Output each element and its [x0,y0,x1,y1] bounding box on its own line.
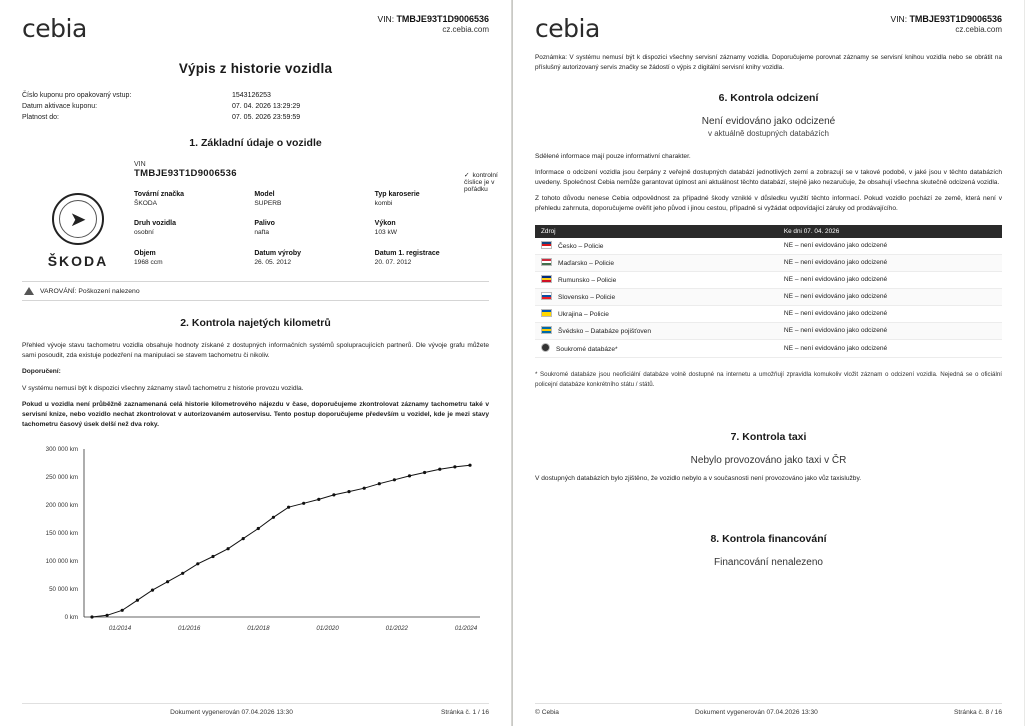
sk-flag-icon [541,292,552,300]
source-label: Česko – Policie [558,243,604,251]
section-7-status: Nebylo provozováno jako taxi v ČR [690,455,847,467]
section-8-status: Financování nenalezeno [714,556,823,568]
spec-label: Datum výroby [254,249,302,257]
source-label: Soukromé databáze* [556,346,618,354]
footer-page-number: Stránka č. 1 / 16 [440,709,489,716]
cz-flag-icon [541,241,552,249]
vin-header-block [378,14,489,35]
source-label: Slovensko – Policie [558,294,616,302]
svg-text:150 000 km: 150 000 km [45,529,78,537]
spec-value: SUPERB [254,200,282,207]
spec-label: Palivo [254,220,275,228]
vin-header-line [378,14,489,25]
section-6-status: Není evidováno jako odcizené [701,115,836,127]
vin-header-line [891,14,1002,25]
svg-text:01/2022: 01/2022 [385,624,408,632]
table-head [535,225,1002,238]
footer-generated: Dokument vygenerován 07.04.2026 13:30 [170,709,293,716]
table-body [535,238,1002,358]
svg-text:01/2024: 01/2024 [454,624,478,632]
mileage-paragraph-3: Pokud u vozidla není průběžně zaznamenaná celá historie kilometrového nájezdu v čase, doporučujeme zkontrolovat záznamy tachometru také v servisní knize, nebo vozidlo nechat zkontrolovat v autorizovaném autoservisu. Tento postup doporučujeme především u vozidel, kde je mezi stavy tachometru časový úsek delší než dva roky. [22,400,489,429]
table-row [535,254,1002,271]
theft-paragraph-1: Sdělené informace mají pouze informativní charakter. [535,152,691,160]
coupon-value: 07. 05. 2026 23:59:59 [232,114,301,121]
spec-value: nafta [254,229,269,237]
ua-flag-icon [541,309,552,317]
spec-label: Tovární značka [134,191,185,198]
spec-item [254,220,368,239]
hu-flag-icon [541,258,552,266]
theft-sources-table [535,225,1002,358]
coupon-row [22,103,489,110]
service-records-note: Poznámka: V systému nemusí být k dispozici všechny servisní záznamy vozidla. Doporučujeme porovnat záznamy se servisní knihou vozidla nebo se obrátit na příslušný autorizovaný servis značky se žádostí o výpis z digitální servisní knihy vozidla. [535,54,1002,72]
svg-text:100 000 km: 100 000 km [45,557,78,565]
mileage-recommendation-label: Doporučení: [22,368,61,376]
spec-item [254,191,368,210]
spec-item [254,250,368,269]
spec-item [134,250,248,269]
coupon-row [22,92,489,99]
check-icon: ✓ [464,172,470,179]
skoda-arrow-icon: ➤ [59,200,97,238]
spacer [535,389,1002,415]
result-cell: NE – není evidováno jako odcizené [778,339,1002,357]
cebia-logo: cebia [22,14,87,43]
page-1-footer [22,703,489,716]
svg-text:200 000 km: 200 000 km [45,501,78,509]
svg-text:01/2018: 01/2018 [247,624,270,632]
vehicle-details [22,187,489,269]
coupon-value: 07. 04. 2026 13:29:29 [232,103,301,110]
theft-paragraph-2: Informace o odcizení vozidla jsou čerpány z veřejně dostupných databází jednotlivých zemí a zobrazují se v takové podobě, v jaké jsou v těchto databázích uvedeny. Společnost Cebia nemůže garantovat úplnost ani aktuálnost těchto databází, stejně jako nezaručuje, že obsahují všechna skutečně odcizená vozidla. [535,168,1002,186]
section-6-title: 6. Kontrola odcizení [718,91,819,104]
source-cell [535,254,778,271]
mileage-chart [22,441,489,641]
spec-item [375,191,489,210]
footer-copyright: © Cebia [535,709,559,716]
table-row [535,238,1002,255]
source-cell [535,322,778,339]
skoda-logo-icon [52,193,104,245]
vin-value: TMBJE93T1D9006536 [909,14,1002,24]
cebia-logo: cebia [535,14,600,43]
svg-text:01/2020: 01/2020 [316,624,339,632]
vin-value: TMBJE93T1D9006536 [396,14,489,24]
spec-value: ŠKODA [134,200,158,207]
table-header-row [535,225,1002,238]
source-label: Rumunsko – Policie [558,277,617,285]
page-1 [0,0,512,726]
footer-page-number: Stránka č. 8 / 16 [953,709,1002,716]
spec-value: osobní [134,229,154,237]
brand-column [22,187,134,269]
damage-warning [22,281,489,301]
spec-label: Objem [134,249,156,257]
col-result: Ke dni 07. 04. 2026 [778,225,1002,238]
spec-label: Typ karoserie [374,191,420,198]
spec-label: Druh vozidla [134,220,177,228]
se-flag-icon [541,326,552,334]
svg-text:0 km: 0 km [64,613,78,621]
spec-label: Model [254,191,275,198]
vin-field-label: VIN [134,161,146,168]
ro-flag-icon [541,275,552,283]
source-label: Švédsko – Databáze pojišťoven [558,328,652,336]
page-title: Výpis z historie vozidla [178,61,333,76]
spec-item [375,250,489,269]
table-row [535,288,1002,305]
warning-text: VAROVÁNÍ: Poškození nalezeno [40,287,140,295]
section-1-title: 1. Základní údaje o vozidle [189,137,322,149]
footer-generated: Dokument vygenerován 07.04.2026 13:30 [695,709,818,716]
cebia-site: cz.cebia.com [442,25,489,35]
private-db-icon [541,343,550,352]
cebia-site: cz.cebia.com [955,25,1002,35]
theft-paragraph-3: Z tohoto důvodu nenese Cebia odpovědnost za případné škody vzniklé v důsledku využití těchto informací. Pokud vozidlo pochází ze země, která není v přehledu zahrnuta, doporučujeme ověřit jeho původ i jinou cestou, případně si vyžádat odpovídající záruky od prodávajícího. [535,195,1002,213]
spec-value: kombi [374,200,393,207]
source-label: Ukrajina – Policie [558,311,609,319]
table-row [535,322,1002,339]
coupon-label: Datum aktivace kuponu: [22,103,98,110]
page-header [535,14,1002,43]
section-7-title: 7. Kontrola taxi [730,431,807,444]
mileage-chart-svg [22,441,488,641]
source-label: Maďarsko – Policie [558,260,615,268]
vin-field-value: TMBJE93T1D9006536 [134,168,237,179]
private-db-footnote: * Soukromé databáze jsou neoficiální databáze volně dostupné na internetu a umožňují zpravidla komukoliv vložit záznam o odcizení vozidla. Nejedná se o oficiální policejní databáze konkrétního státu / států. [535,370,1002,388]
coupon-row [22,114,489,121]
spec-grid [134,187,489,269]
page-header [22,14,489,43]
source-cell [535,238,778,255]
result-cell: NE – není evidováno jako odcizené [778,254,1002,271]
vin-field [134,161,498,193]
result-cell: NE – není evidováno jako odcizené [778,288,1002,305]
coupon-value: 1543126253 [232,92,271,99]
mileage-paragraph-1: Přehled vývoje stavu tachometru vozidla obsahuje hodnoty získané z dostupných informačních systémů spolupracujících partnerů. Dle vývoje grafu můžete sami posoudit, zda existuje podezření na manipulaci se stavem tachometru či nikoliv. [22,342,489,360]
result-cell: NE – není evidováno jako odcizené [778,238,1002,255]
page-8 [512,0,1024,726]
spec-value: 20. 07. 2012 [374,258,412,266]
svg-text:01/2014: 01/2014 [108,624,132,632]
mileage-paragraph-2: V systému nemusí být k dispozici všechny záznamy stavů tachometru z historie provozu vozidla. [22,384,304,392]
spec-item [134,220,248,239]
result-cell: NE – není evidováno jako odcizené [778,271,1002,288]
col-source: Zdroj [535,225,778,238]
svg-text:50 000 km: 50 000 km [49,585,78,593]
section-6-subtitle: v aktuálně dostupných databázích [708,128,829,138]
table-row [535,339,1002,357]
spec-label: Výkon [374,220,396,228]
source-cell [535,271,778,288]
spec-item [134,191,248,210]
spec-value: 1968 ccm [134,258,163,266]
brand-wordmark: ŠKODA [47,253,109,269]
svg-text:300 000 km: 300 000 km [45,445,78,453]
source-cell [535,288,778,305]
spec-label: Datum 1. registrace [374,249,440,257]
vin-check-text: kontrolní číslice je v pořádku [464,172,498,193]
warning-triangle-icon [24,287,34,295]
svg-text:01/2016: 01/2016 [178,624,201,632]
section-2-title: 2. Kontrola najetých kilometrů [180,317,331,329]
table-row [535,271,1002,288]
result-cell: NE – není evidováno jako odcizené [778,305,1002,322]
vin-label: VIN: [890,14,908,24]
page-8-footer [535,703,1002,716]
spec-value: 26. 05. 2012 [254,258,291,266]
source-cell [535,305,778,322]
table-row [535,305,1002,322]
spacer [535,491,1002,517]
source-cell [535,339,778,357]
coupon-label: Platnost do: [22,114,59,121]
spec-item [375,220,489,239]
vin-header-block [891,14,1002,35]
spec-value: 103 kW [374,229,398,237]
coupon-label: Číslo kuponu pro opakovaný vstup: [22,92,132,99]
result-cell: NE – není evidováno jako odcizené [778,322,1002,339]
svg-text:250 000 km: 250 000 km [45,473,78,481]
coupon-info [22,92,489,121]
section-7-text: V dostupných databázích bylo zjištěno, že vozidlo nebylo a v současnosti není provozováno jako vůz taxislužby. [535,475,862,483]
vin-label: VIN: [377,14,395,24]
section-8-title: 8. Kontrola financování [710,532,827,545]
